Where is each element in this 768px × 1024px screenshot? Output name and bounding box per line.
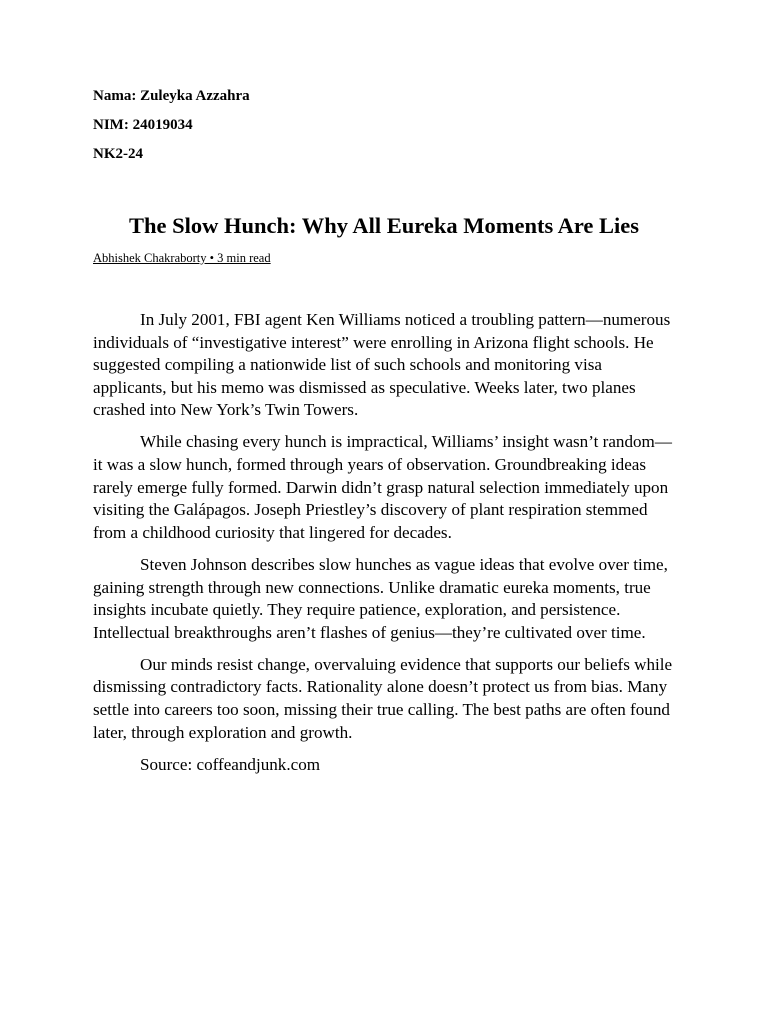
class-code: NK2-24 — [93, 146, 143, 162]
student-nim: NIM: 24019034 — [93, 117, 193, 133]
article-title: The Slow Hunch: Why All Eureka Moments Are Lies — [128, 213, 640, 238]
paragraph: While chasing every hunch is impractical, Williams’ insight wasn’t random—it was a slow hunch, formed through years of observation. Groundbreaking ideas rarely emerge fully formed. Darwin didn’t grasp natural selection immediately upon visiting the Galápagos. Joseph Priestley’s discovery of plant respiration stemmed from a childhood curiosity that lingered for decades. — [93, 432, 672, 542]
paragraph: Steven Johnson describes slow hunches as vague ideas that evolve over time, gaining strength through new connections. Unlike dramatic eureka moments, true insights incubate quietly. They require patience, exploration, and persistence. Intellectual breakthroughs aren’t flashes of genius—they’re cultivated over time. — [93, 554, 668, 642]
article-byline: Abhishek Chakraborty • 3 min read — [93, 251, 271, 265]
student-name: Nama: Zuleyka Azzahra — [93, 88, 250, 104]
article-source: Source: coffeandjunk.com — [140, 754, 321, 774]
paragraph: Our minds resist change, overvaluing evidence that supports our beliefs while dismissing contradictory facts. Rationality alone doesn’t protect us from bias. Many settle into careers too soon, missing their true calling. The best paths are often found later, through exploration and growth. — [93, 654, 673, 742]
paragraph: In July 2001, FBI agent Ken Williams noticed a troubling pattern—numerous individuals of “investigative interest” were enrolling in Arizona flight schools. He suggested compiling a nationwide list of such schools and monitoring visa applicants, but his memo was dismissed as speculative. Weeks later, two planes crashed into New York’s Twin Towers. — [93, 310, 671, 420]
article-body — [93, 309, 675, 786]
